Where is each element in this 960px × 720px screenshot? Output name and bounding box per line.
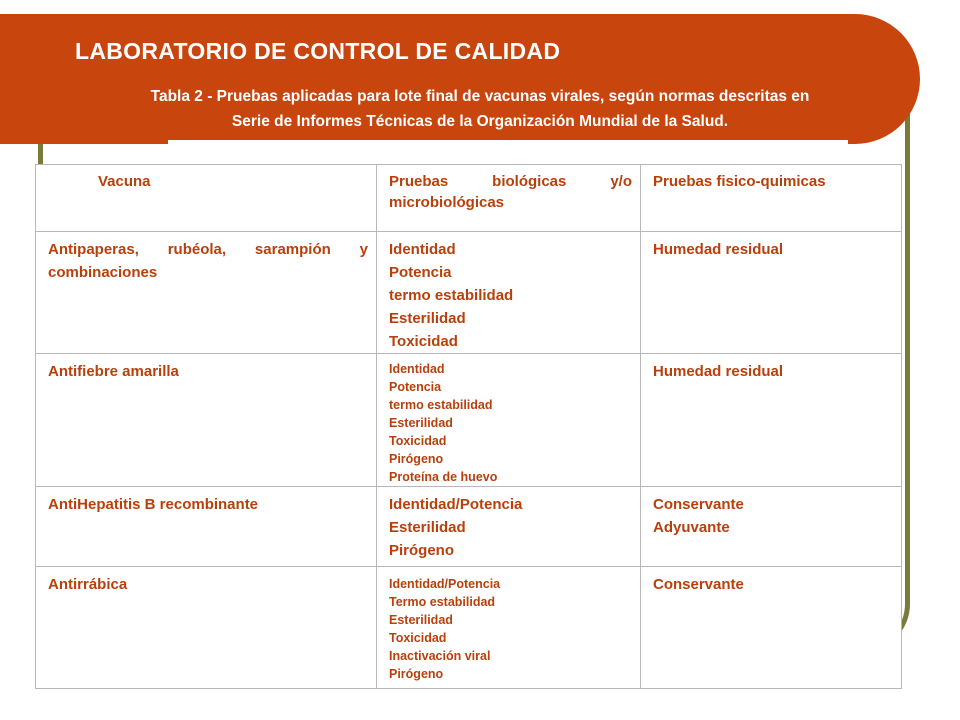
table-row bbox=[36, 487, 902, 567]
test-item: Potencia bbox=[389, 380, 442, 394]
vaccine-tests-table bbox=[35, 164, 902, 689]
physchem-tests-list bbox=[641, 232, 901, 261]
table-caption bbox=[70, 84, 890, 134]
test-item: Inactivación viral bbox=[389, 649, 491, 663]
vaccine-name: Antipaperas, rubéola, sarampión y combinaciones bbox=[48, 241, 368, 281]
test-item: Toxicidad bbox=[389, 333, 458, 350]
test-item: Identidad/Potencia bbox=[389, 577, 501, 591]
header-label-vaccine: Vacuna bbox=[98, 173, 151, 190]
bio-tests-list bbox=[377, 354, 640, 486]
header-label-bio-tests bbox=[377, 165, 640, 213]
test-item: Esterilidad bbox=[389, 519, 466, 536]
bio-tests-list bbox=[377, 232, 640, 353]
test-item: Toxicidad bbox=[389, 631, 447, 645]
vaccine-cell bbox=[36, 354, 377, 487]
test-item: Toxicidad bbox=[389, 434, 447, 448]
bio-tests-list bbox=[377, 567, 640, 683]
test-item: Identidad/Potencia bbox=[389, 496, 523, 513]
test-item: Pirógeno bbox=[389, 542, 455, 559]
caption-line-2: Serie de Informes Técnicas de la Organización Mundial de la Salud. bbox=[231, 113, 729, 130]
vaccine-name: AntiHepatitis B recombinante bbox=[48, 496, 259, 513]
header-cell-bio-tests bbox=[377, 165, 641, 232]
physchem-tests-cell bbox=[641, 232, 902, 354]
header-label-bio-tests-line1: Pruebas biológicas y/o bbox=[389, 173, 632, 190]
caption-underline bbox=[168, 140, 848, 144]
vaccine-cell bbox=[36, 487, 377, 567]
test-item: termo estabilidad bbox=[389, 287, 514, 304]
vaccine-cell bbox=[36, 567, 377, 689]
test-item: Identidad bbox=[389, 362, 445, 376]
bio-tests-cell bbox=[377, 487, 641, 567]
test-item: Esterilidad bbox=[389, 310, 466, 327]
test-item: Identidad bbox=[389, 241, 456, 258]
physchem-tests-cell bbox=[641, 567, 902, 689]
physchem-item: Conservante bbox=[653, 496, 744, 513]
physchem-tests-list bbox=[641, 487, 901, 539]
header-label-physchem-tests: Pruebas fisico-quimicas bbox=[653, 173, 826, 190]
physchem-item: Adyuvante bbox=[653, 519, 730, 536]
physchem-item: Humedad residual bbox=[653, 363, 784, 380]
test-item: Proteína de huevo bbox=[389, 470, 498, 484]
physchem-tests-cell bbox=[641, 354, 902, 487]
physchem-tests-list bbox=[641, 567, 901, 596]
header-cell-physchem-tests bbox=[641, 165, 902, 232]
physchem-tests-list bbox=[641, 354, 901, 383]
test-item: Termo estabilidad bbox=[389, 595, 496, 609]
test-item: Esterilidad bbox=[389, 613, 453, 627]
table-header-row bbox=[36, 165, 902, 232]
page-title: LABORATORIO DE CONTROL DE CALIDAD bbox=[75, 38, 561, 64]
test-item: Pirógeno bbox=[389, 452, 444, 466]
bio-tests-list bbox=[377, 487, 640, 562]
vaccine-cell bbox=[36, 232, 377, 354]
test-item: termo estabilidad bbox=[389, 398, 493, 412]
header-band bbox=[0, 14, 920, 144]
table-row bbox=[36, 567, 902, 689]
table-row bbox=[36, 232, 902, 354]
header-cell-vaccine bbox=[36, 165, 377, 232]
table-row bbox=[36, 354, 902, 487]
caption-line-1: Tabla 2 - Pruebas aplicadas para lote final de vacunas virales, según normas descritas en bbox=[150, 88, 810, 105]
bio-tests-cell bbox=[377, 354, 641, 487]
vaccine-name: Antifiebre amarilla bbox=[48, 363, 179, 380]
test-item: Pirógeno bbox=[389, 667, 444, 681]
physchem-item: Conservante bbox=[653, 576, 744, 593]
physchem-item: Humedad residual bbox=[653, 241, 784, 258]
bio-tests-cell bbox=[377, 232, 641, 354]
test-item: Esterilidad bbox=[389, 416, 453, 430]
bio-tests-cell bbox=[377, 567, 641, 689]
test-item: Potencia bbox=[389, 264, 452, 281]
header-label-bio-tests-line2: microbiológicas bbox=[389, 194, 505, 211]
vaccine-name: Antirrábica bbox=[48, 576, 128, 593]
physchem-tests-cell bbox=[641, 487, 902, 567]
